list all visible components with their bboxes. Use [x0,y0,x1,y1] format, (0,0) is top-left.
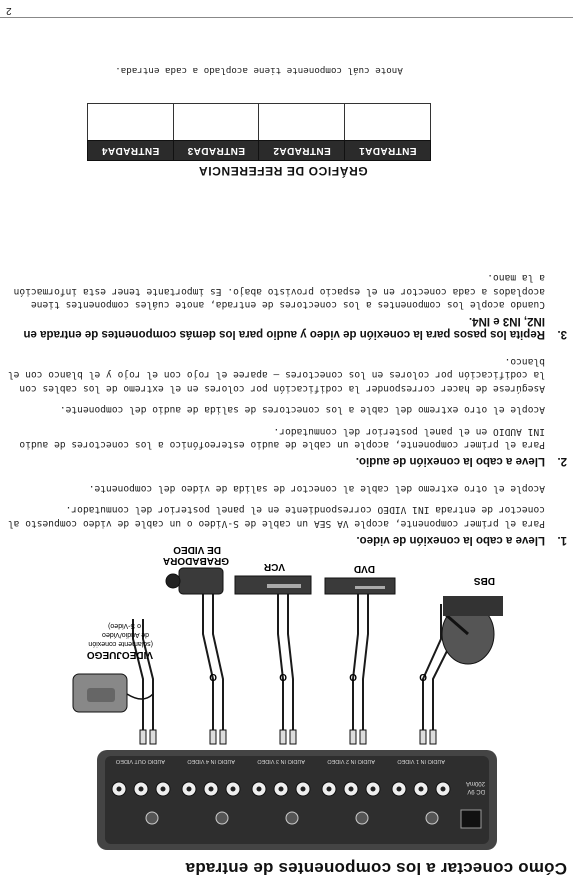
or-marker: O [279,671,287,682]
camcorder-icon [166,568,223,594]
rca-plug-icon [280,730,286,744]
rca-plug-icon [150,730,156,744]
in4-label: AUDIO IN 4 VIDEO [187,758,235,764]
page-number: 2 [6,5,12,16]
rca-plug-icon [220,730,226,744]
column-header-entrada1: ENTRADA1 [345,141,431,161]
rca-jack-center-icon [419,787,424,792]
rca-plug-icon [430,730,436,744]
entry-cell-2[interactable] [259,104,345,141]
s-video-jack-icon [426,812,438,824]
column-header-entrada3: ENTRADA3 [173,141,259,161]
rca-plug-icon [350,730,356,744]
s-video-jack-icon [146,812,158,824]
step-2 [7,347,567,468]
instruction-steps [7,257,567,546]
dc-label: DC 9V [467,788,485,794]
s-video-jack-icon [286,812,298,824]
column-header-entrada4: ENTRADA4 [88,141,174,161]
step-1 [7,474,567,547]
rca-jack-center-icon [231,787,236,792]
game-note-3: o S-Video) [108,622,141,629]
rca-jack-center-icon [209,787,214,792]
entry-cell-3[interactable] [173,104,259,141]
cables [133,594,453,734]
entry-cell-4[interactable] [88,104,174,141]
s-video-jack-icon [216,812,228,824]
game-console-icon [73,674,153,712]
step-heading: Lleve a cabo la conexión de video. [356,534,545,546]
step-number: 3. [557,328,567,341]
in1-label: AUDIO IN 1 VIDEO [397,758,445,764]
switcher-back-panel [97,750,497,850]
footer-rule [0,17,573,18]
rca-jack-center-icon [327,787,332,792]
rca-plug-icon [140,730,146,744]
or-marker: O [209,671,217,682]
column-header-entrada2: ENTRADA2 [259,141,345,161]
rca-jack-center-icon [441,787,446,792]
reference-table [87,103,431,161]
step-3 [7,263,567,341]
rca-jack-center-icon [257,787,262,792]
rca-jack-center-icon [117,787,122,792]
step-number: 1. [557,534,567,546]
step-paragraph: Para el primer componente, acople VA SEA un cable de S-Video o un cable de video compuesto al conector de entrada IN1 VIDEO correspondiente en el panel posterior del conmutador. [7,504,545,529]
out-label: AUDIO OUT VIDEO [115,758,165,764]
vcr-icon [235,576,311,594]
dbs-label: DBS [473,575,495,586]
reference-chart-title: GRÁFICO DE REFERENCIA [198,164,368,178]
dvd-label: DVD [353,563,375,574]
rca-jack-center-icon [397,787,402,792]
step-paragraph: Asegúrese de hacer corresponder la codificación por colores en el extremo de los cables con la codificación por colores en los conectores – aparee el rojo con el rojo y el blanco con el blanco. [7,356,545,394]
rca-plug-icon [290,730,296,744]
reference-note: Anote cuál componente tiene acoplado a cada entrada. [115,65,403,76]
rca-plug-icon [420,730,426,744]
game-note-1: (solamente conexión [88,640,153,647]
in3-label: AUDIO IN 3 VIDEO [257,758,305,764]
step-paragraph: Para el primer componente, acople un cable de audio estereofónico a los conectores de audio IN1 AUDIO en el panel posterior del conmutador. [19,426,545,451]
game-note-2: de Audio/Video [102,631,149,638]
entry-cell-1[interactable] [345,104,431,141]
rca-plug-icon [210,730,216,744]
step-paragraph: Acople el otro extremo del cable al conector de salida de video del componente. [88,483,545,494]
satellite-dish-icon [442,596,503,664]
rca-plug-icon [360,730,366,744]
page-title: Cómo conectar a los componentes de entrada [185,859,567,878]
or-marker: O [349,671,357,682]
rca-jack-center-icon [371,787,376,792]
step-heading: Lleve a cabo la conexión de audio. [355,455,545,468]
rca-jack-center-icon [279,787,284,792]
dvd-player-icon [325,578,395,594]
or-marker: O [419,671,427,682]
dc-jack-icon [461,810,481,828]
step-paragraph: Cuando acople los componentes a los conectores de entrada, anote cuáles componentes tiene acoplados a cada conector en el espacio provisto abajo. Es importante tener esta información a la mano. [13,272,545,311]
current-label: 200mA [465,780,485,786]
in2-label: AUDIO IN 2 VIDEO [327,758,375,764]
recorder-label-line2: DE VIDEO [173,544,221,555]
rca-jack-center-icon [349,787,354,792]
recorder-label-line1: GRABADORA [162,555,229,566]
rca-jack-center-icon [161,787,166,792]
game-label: VIDEOJUEGO [86,649,153,660]
step-paragraph: Acople el otro extremo del cable a los conectores de salida de audio del componente. [59,404,545,416]
rca-jack-center-icon [187,787,192,792]
rca-jack-center-icon [139,787,144,792]
step-number: 2. [557,455,567,468]
s-video-jack-icon [356,812,368,824]
vcr-label: VCR [263,561,285,572]
connection-diagram [0,544,573,884]
step-heading: Repita los pasos para la conexión de video y audio para los demás componentes de entrada en IN2, IN3 e IN4. [23,315,545,341]
rca-jack-center-icon [301,787,306,792]
